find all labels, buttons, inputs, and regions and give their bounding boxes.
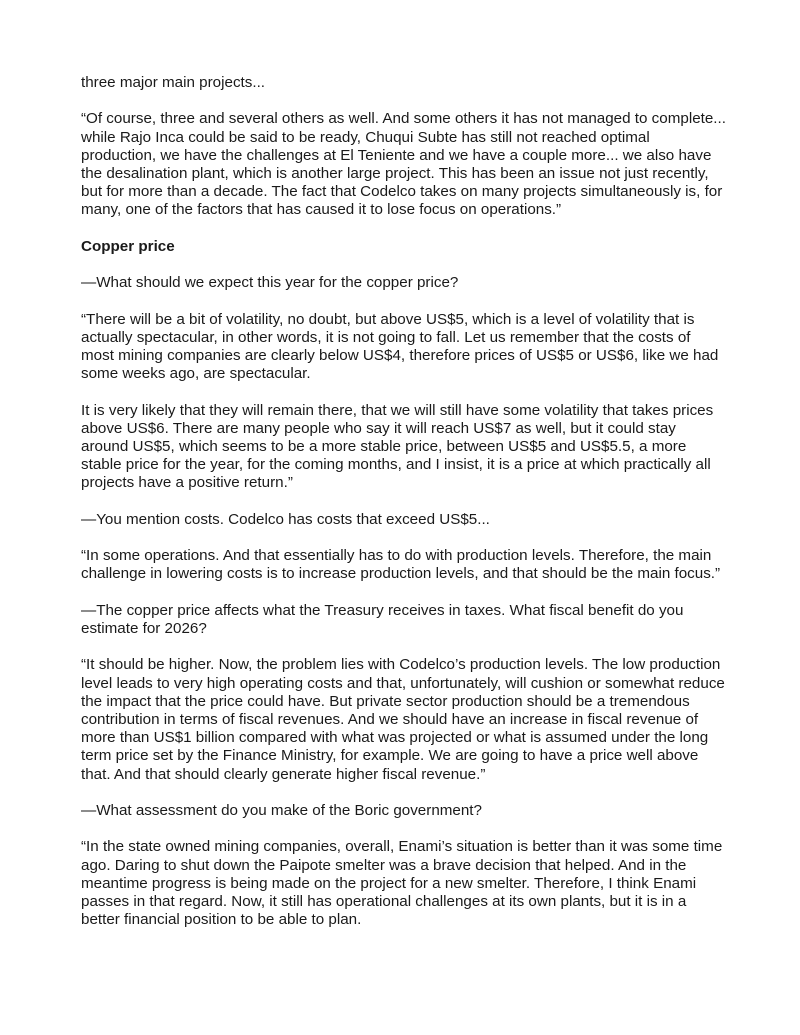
answer-boric-government: “In the state owned mining companies, overall, Enami’s situation is better than it was some time ago. Daring to shut down the Paipote smelter was a brave decision that helped. And in the meantime progress is being made on the project for a new smelter. Therefore, I think Enami passes in that regard. Now, it still has operational challenges at its own plants, but it is in a better financial position to be able to plan. (81, 838, 723, 929)
question-costs: —You mention costs. Codelco has costs that exceed US$5... (81, 510, 490, 528)
question-copper-price: —What should we expect this year for the copper price? (81, 274, 459, 292)
answer-volatility: “There will be a bit of volatility, no doubt, but above US$5, which is a level of volatility that is actually spectacular, in other words, it is not going to fall. Let us remember that the costs of most mining companies are clearly below US$4, therefore prices of US$5 or US$6, like we had some weeks ago, are spectacular. (81, 310, 719, 383)
document-page (81, 74, 726, 948)
paragraph-intro: three major main projects... (81, 74, 266, 91)
paragraph-projects-answer: “Of course, three and several others as well. And some others it has not managed to complete... while Rajo Inca could be said to be ready, Chuqui Subte has still not reached optimal production, we have the challenges at El Teniente and we have a couple more... we also have the desalination plant, which is another large project. This has been an issue not just recently, but for more than a decade. The fact that Codelco takes on many projects simultaneously is, for many, one of the factors that has caused it to lose focus on operations.” (81, 110, 726, 219)
section-heading-copper-price: Copper price (81, 237, 175, 255)
answer-stable-price: It is very likely that they will remain there, that we will still have some volatility that takes prices above US$6. There are many people who say it will reach US$7 as well, but it could stay around US$5, which seems to be a more stable price, between US$5 and US$5.5, a more stable price for the year, for the coming months, and I insist, it is a price at which practically all projects have a positive return.” (81, 401, 714, 492)
question-fiscal-benefit: —The copper price affects what the Treasury receives in taxes. What fiscal benefit do you estimate for 2026? (81, 601, 684, 637)
answer-fiscal-benefit: “It should be higher. Now, the problem lies with Codelco’s production levels. The low production level leads to very high operating costs and that, unfortunately, will cushion or somewhat reduce the impact that the price could have. But private sector production should be a tremendous contribution in terms of fiscal revenues. And we should have an increase in fiscal revenue of more than US$1 billion compared with what was projected or what is assumed under the long term price set by the Finance Ministry, for example. We are going to have a price well above that. And that should clearly generate higher fiscal revenue.” (81, 656, 725, 783)
answer-costs: “In some operations. And that essentially has to do with production levels. Therefore, the main challenge in lowering costs is to increase production levels, and that should be the main focus.” (81, 547, 721, 583)
question-boric-government: —What assessment do you make of the Boric government? (81, 801, 482, 819)
